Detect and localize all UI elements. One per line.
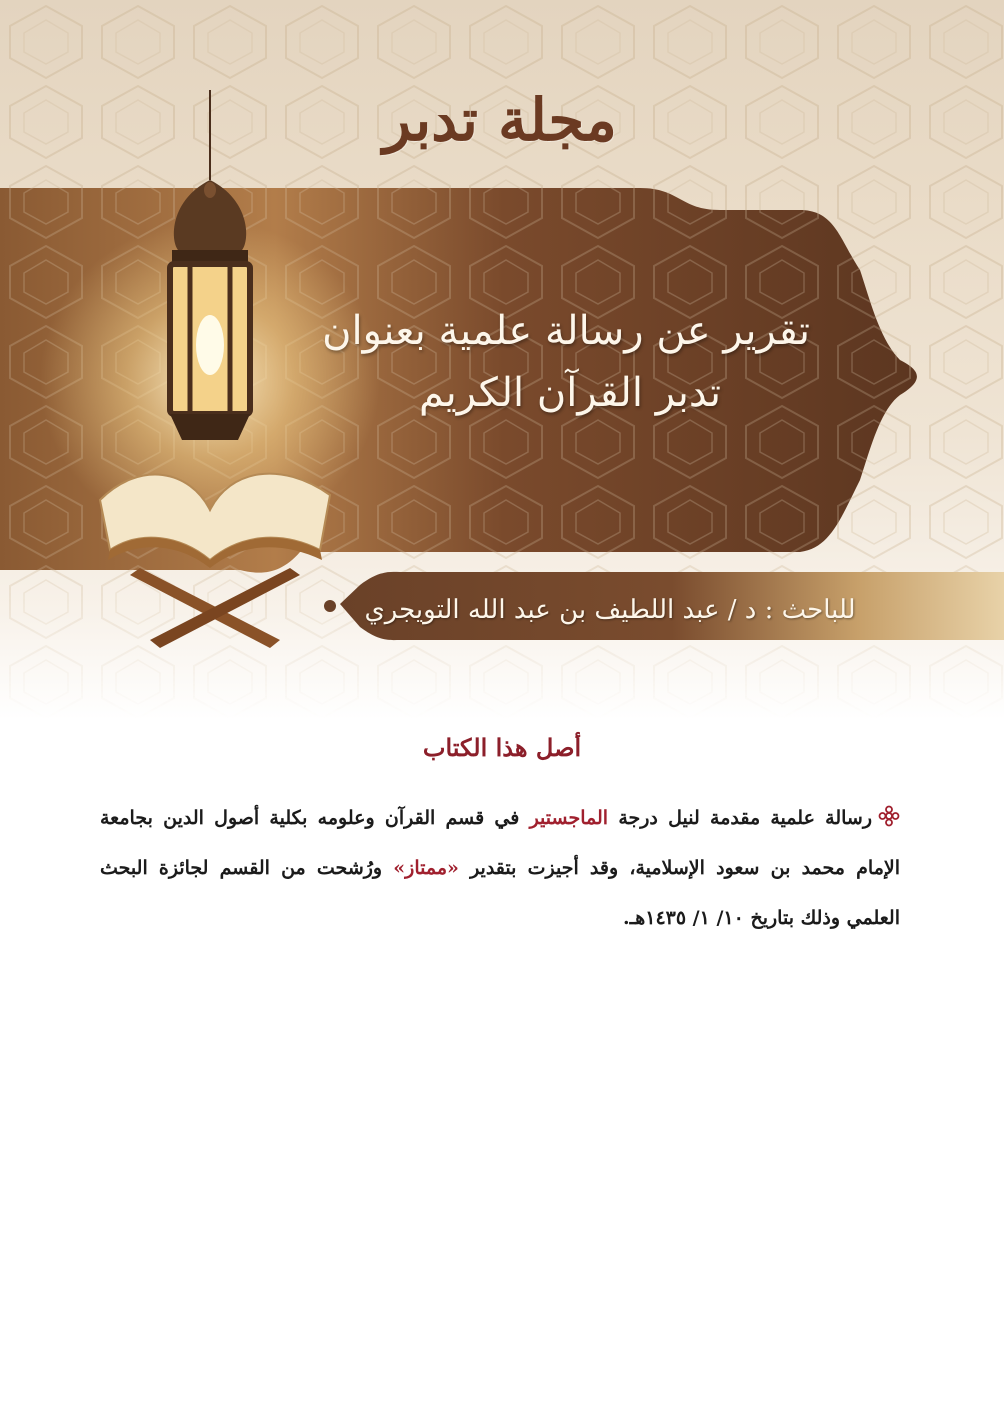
origin-text-part2: في قسم القرآن وعلومه بكلية أصول الدين بجامعة الإمام محمد بن سعود الإسلامية، وقد أجيزت بتقدير [100, 807, 900, 879]
report-title-line2: تدبر القرآن الكريم [418, 370, 722, 416]
origin-paragraph [100, 793, 900, 943]
origin-text-part3: ورُشحت من القسم لجائزة البحث العلمي وذلك بتاريخ ١٠/ ١/ ١٤٣٥هـ. [100, 857, 900, 929]
magazine-logo [370, 60, 630, 180]
origin-text-part1: رسالة علمية مقدمة لنيل درجة [608, 807, 873, 829]
flower-ornament-icon [878, 805, 900, 827]
report-title-line1: تقرير عن رسالة علمية بعنوان [322, 308, 810, 354]
magazine-name: مجلة تدبر [383, 86, 617, 154]
section-heading: أصل هذا الكتاب [422, 733, 582, 762]
quran-stand-icon [80, 440, 350, 650]
report-title [322, 300, 810, 424]
researcher-name: للباحث : د / عبد اللطيف بن عبد الله التويجري [364, 595, 856, 625]
grade-highlight: «ممتاز» [393, 857, 459, 879]
degree-highlight: الماجستير [529, 807, 609, 829]
lantern-icon [150, 90, 270, 450]
